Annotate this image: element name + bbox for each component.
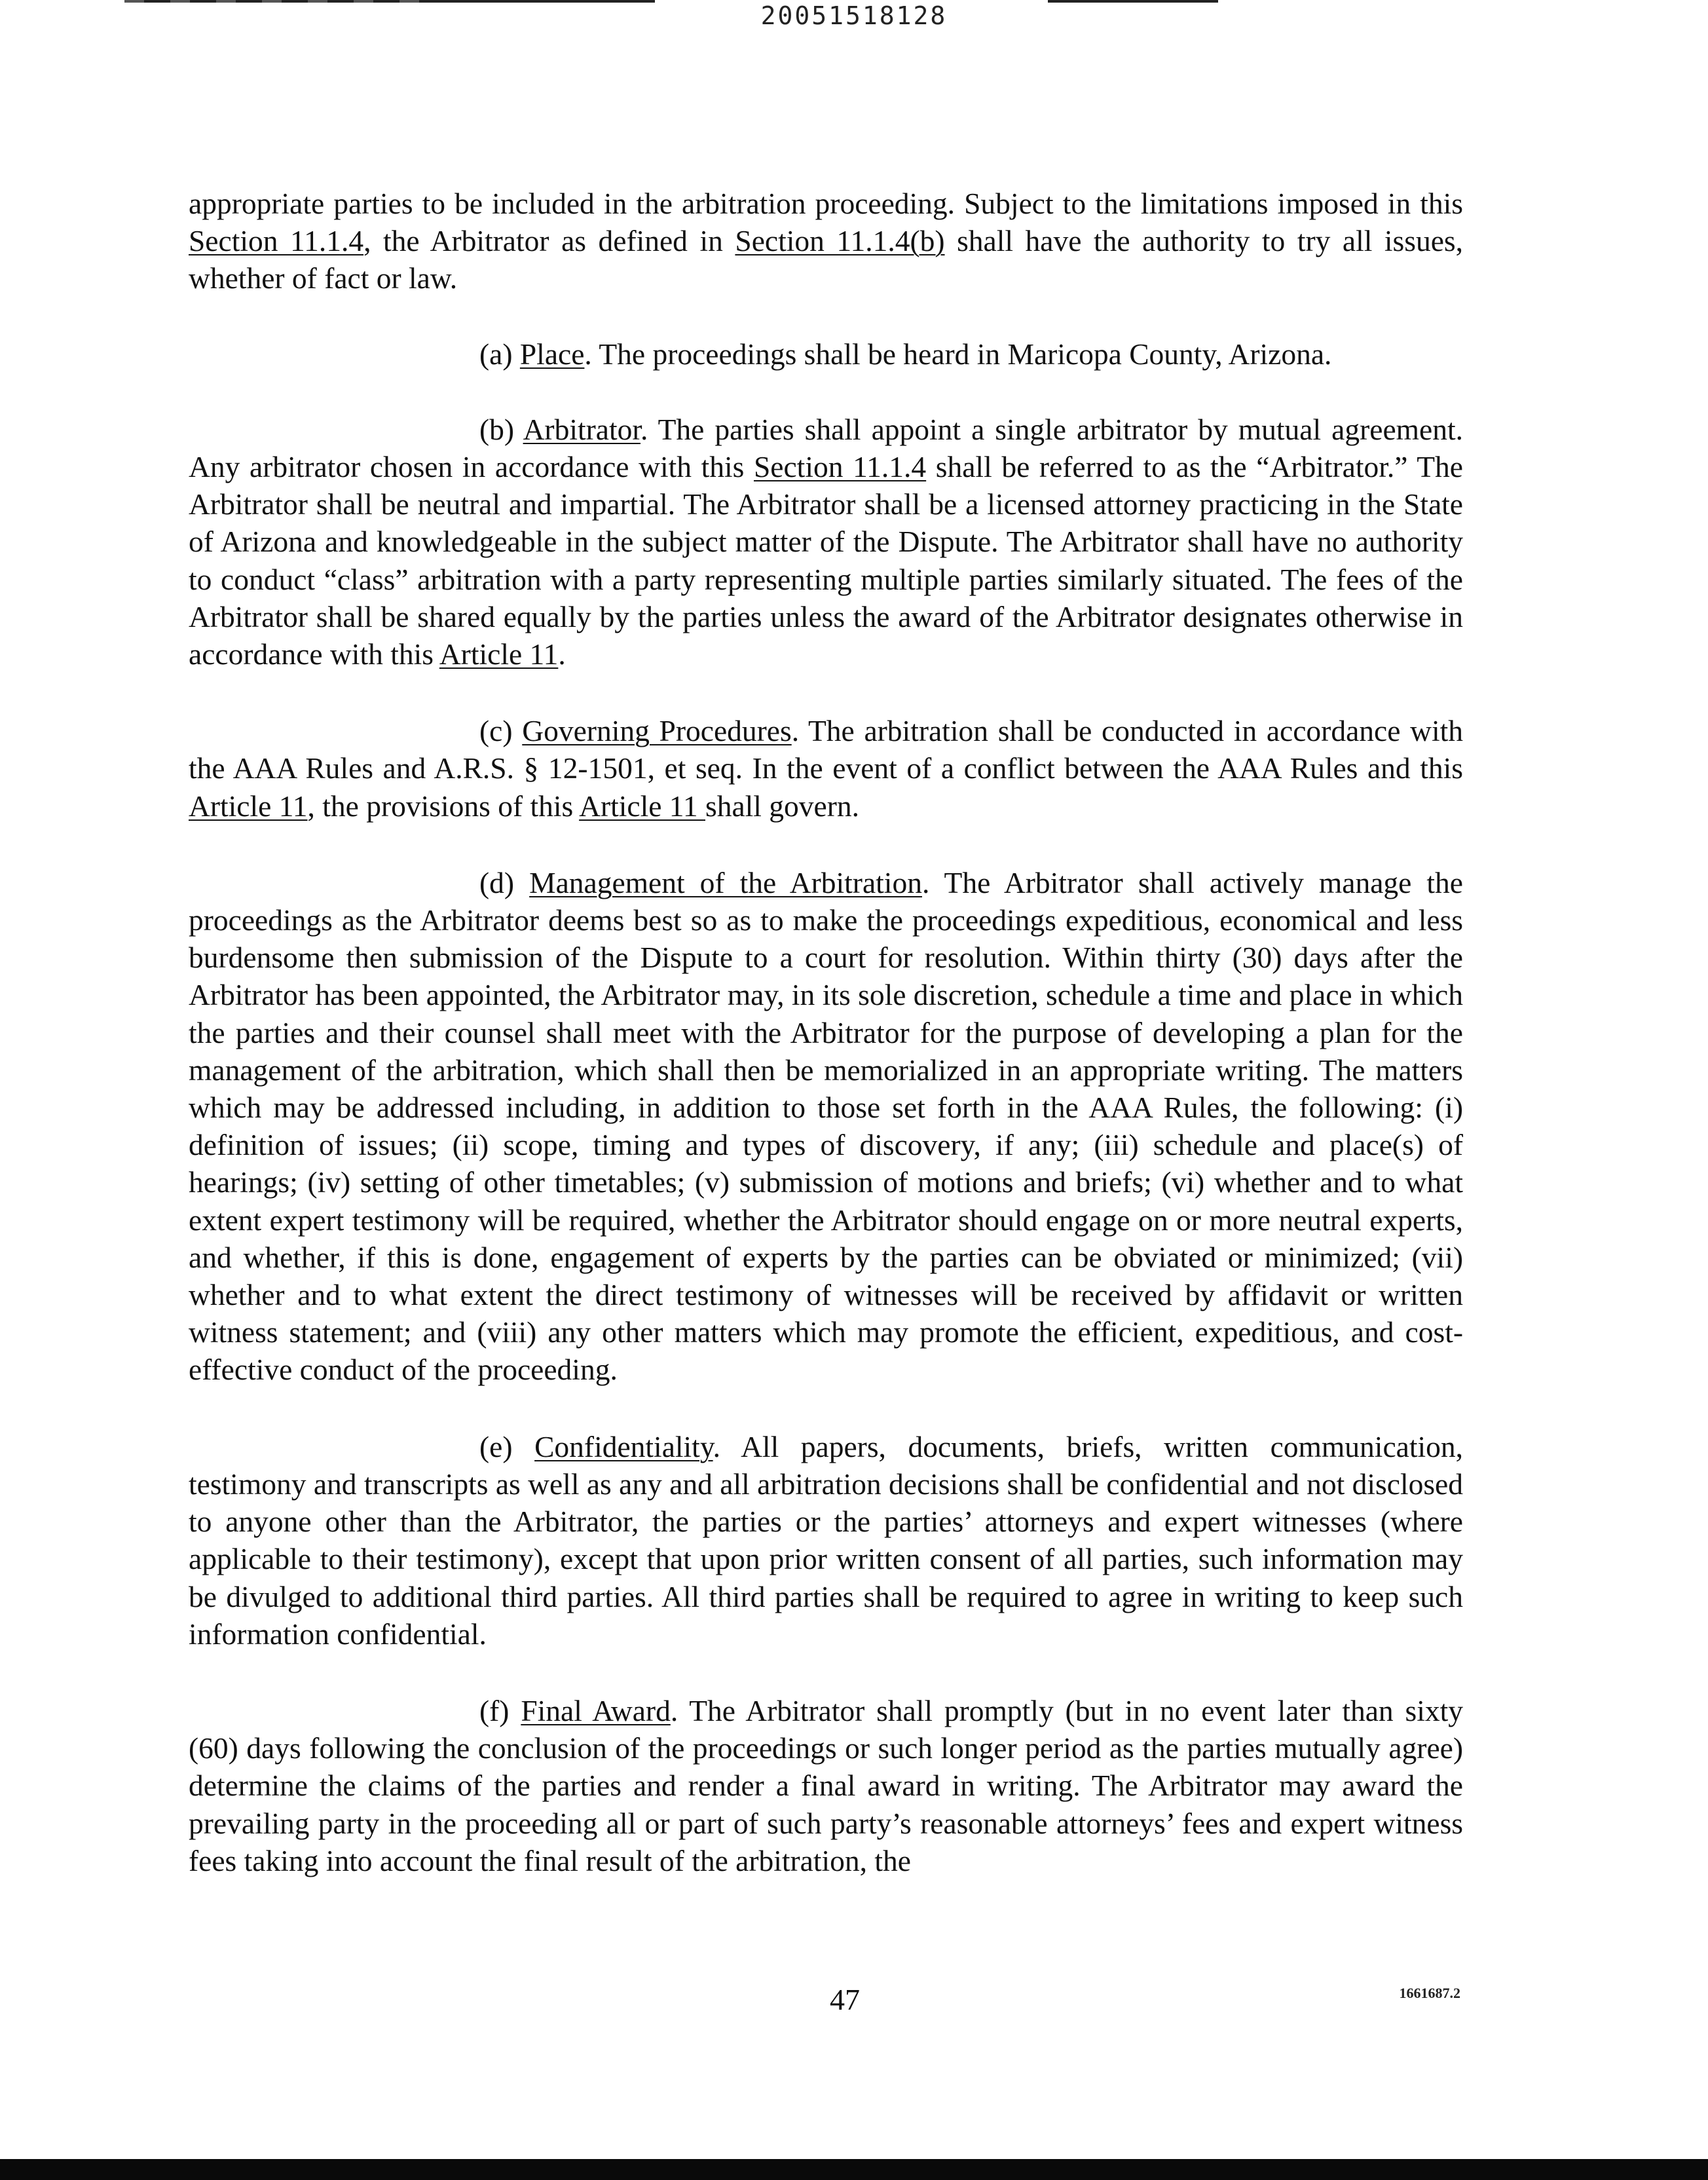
document-reference-number: 1661687.2 <box>1399 1985 1460 2001</box>
article-reference: Article 11 <box>579 789 705 823</box>
section-reference: Section 11.1.4(b) <box>735 224 945 258</box>
subsection-heading: Arbitrator <box>523 412 640 446</box>
bottom-edge-scan-bar <box>0 2159 1708 2180</box>
subsection-c-governing-procedures: (c) Governing Procedures. The arbitration shall be conducted in accordance with the AAA Rules and A.R.S. § 12-1501, et seq. In the event of a conflict between the AAA Rules and this Article 11, the provisions of this Article 11 shall govern. <box>189 714 1464 823</box>
subsection-heading: Confidentiality <box>534 1429 713 1463</box>
subsection-heading: Place <box>519 337 585 371</box>
subsection-d-management: (d) Management of the Arbitration. The Arbitrator shall actively manage the proceedings as the Arbitrator deems best so as to make the proceedings expeditious, economical and less burdensome then submission of the Dispute to a court for resolution. Within thirty (30) days after the Arbitrator has been appointed, the Arbitrator may, in its sole discretion, schedule a time and place in which the parties and their counsel shall meet with the Arbitrator for the purpose of developing a plan for the management of the arbitration, which shall then be memorialized in an appropriate writing. The matters which may be addressed including, in addition to those set forth in the AAA Rules, the following: (i) definition of issues; (ii) scope, timing and types of discovery, if any; (iii) schedule and place(s) of hearings; (iv) setting of other timetables; (v) submission of motions and briefs; (vi) whether and to what extent expert testimony will be required, whether the Arbitrator should engage on or more neutral experts, and whether, if this is done, engagement of experts by the parties can be obviated or minimized; (vii) whether and to what extent the direct testimony of witnesses will be received by affidavit or written witness statement; and (viii) any other matters which may promote the efficient, expeditious, and cost-effective conduct of the proceeding. <box>189 865 1463 1387</box>
subsection-a-place: (a) Place. The proceedings shall be heard in Maricopa County, Arizona. <box>479 337 1332 371</box>
subsection-heading: Governing Procedures <box>522 714 792 748</box>
intro-paragraph: appropriate parties to be included in the arbitration proceeding. Subject to the limitations imposed in this Section 11.1.4, the Arbitrator as defined in Section 11.1.4(b) shall have the authority to try all issues, whether of fact or law. <box>189 187 1463 295</box>
subsection-heading: Final Award <box>521 1693 671 1727</box>
section-reference: Section 11.1.4 <box>753 450 927 484</box>
page-number: 47 <box>830 1983 860 2016</box>
section-reference: Section 11.1.4 <box>189 224 364 258</box>
document-body <box>189 185 1463 1879</box>
article-reference: Article 11 <box>189 789 308 823</box>
subsection-b-arbitrator: (b) Arbitrator. The parties shall appoint a single arbitrator by mutual agreement. Any arbitrator chosen in accordance with this Section 11.1.4 shall be referred to as the “Arbitrator.” The Arbitrator shall be neutral and impartial. The Arbitrator shall be a licensed attorney practicing in the State of Arizona and knowledgeable in the subject matter of the Dispute. The Arbitrator shall have no authority to conduct “class” arbitration with a party representing multiple parties similarly situated. The fees of the Arbitrator shall be shared equally by the parties unless the award of the Arbitrator designates otherwise in accordance with this Article 11. <box>189 412 1463 671</box>
subsection-heading: Management of the Arbitration <box>529 865 922 899</box>
recording-number: 20051518128 <box>760 1 948 30</box>
article-reference: Article 11 <box>439 637 559 671</box>
subsection-f-final-award: (f) Final Award. The Arbitrator shall promptly (but in no event later than sixty (60) days following the conclusion of the proceedings or such longer period as the parties mutually agree) determine the claims of the parties and render a final award in writing. The Arbitrator may award the prevailing party in the proceeding all or part of such party’s reasonable attorneys’ fees and expert witness fees taking into account the final result of the arbitration, the <box>189 1693 1463 1877</box>
subsection-e-confidentiality: (e) Confidentiality. All papers, documents, briefs, written communication, testimony and transcripts as well as any and all arbitration decisions shall be confidential and not disclosed to anyone other than the Arbitrator, the parties or the parties’ attorneys and expert witnesses (where applicable to their testimony), except that upon prior written consent of all parties, such information may be divulged to additional third parties. All third parties shall be required to agree in writing to keep such information confidential. <box>189 1429 1463 1651</box>
